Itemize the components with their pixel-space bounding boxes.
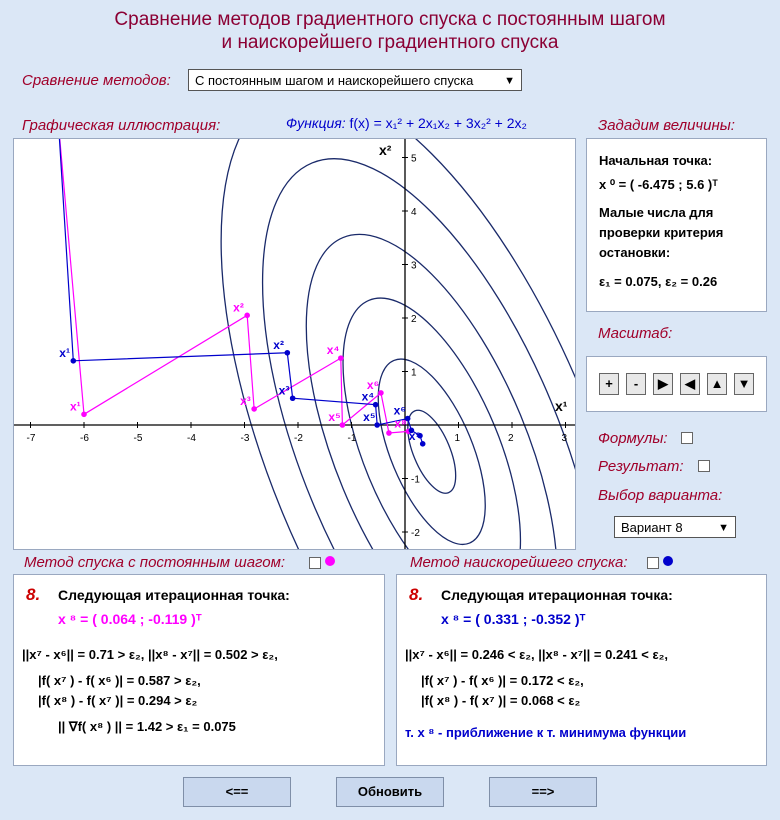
plot-area[interactable]: [13, 138, 576, 550]
func-diff-line-1: |f( x⁷ ) - f( x⁶ )| = 0.172 < ε₂,: [421, 673, 584, 688]
refresh-button[interactable]: Обновить: [336, 777, 444, 807]
contour-line: [356, 345, 507, 549]
constant-step-path-point: [386, 430, 392, 436]
small-numbers-label-1: Малые числа для: [599, 205, 714, 220]
title-line-2: и наискорейшего градиентного спуска: [221, 32, 559, 53]
pan-down-button[interactable]: ▼: [734, 373, 754, 395]
step-number: 8.: [409, 585, 424, 604]
zoom-out-button[interactable]: -: [626, 373, 646, 395]
constant-point-label: x²: [233, 300, 244, 315]
x-tick-label: -1: [347, 433, 357, 444]
method-steep-panel: [396, 574, 767, 766]
small-numbers-label-2: проверки критерия: [599, 225, 724, 240]
params-panel: [586, 138, 767, 312]
x-tick-label: -7: [26, 433, 36, 444]
result-label: Результат:: [598, 458, 684, 475]
steepest-point-label: x¹: [59, 345, 70, 360]
y-tick-label: 2: [411, 314, 417, 325]
x-tick-label: -6: [80, 433, 89, 444]
variant-label: Выбор варианта:: [598, 487, 723, 504]
steepest-descent-path-point: [290, 395, 296, 401]
steepest-descent-path-point: [71, 358, 77, 364]
plot-title: Графическая иллюстрация:: [22, 117, 221, 134]
x-tick-label: 3: [561, 433, 568, 444]
params-title: Зададим величины:: [598, 117, 735, 134]
variant-select-value: Вариант 8: [621, 520, 683, 535]
page-title: [0, 8, 780, 54]
blue-dot-icon: [663, 556, 673, 566]
compare-select[interactable]: [188, 69, 522, 91]
epsilon-values: ε₁ = 0.075, ε₂ = 0.26: [599, 274, 718, 289]
variant-select[interactable]: [614, 516, 736, 538]
func-diff-line-2: |f( x⁸ ) - f( x⁷ )| = 0.294 > ε₂: [38, 693, 198, 708]
constant-point-label: x³: [240, 393, 251, 408]
constant-step-path-point: [244, 313, 250, 319]
y-tick-label: 1: [411, 367, 417, 379]
pan-up-button[interactable]: ▲: [707, 373, 727, 395]
steepest-point-label: x⁹: [408, 428, 422, 443]
zoom-in-button[interactable]: +: [599, 373, 619, 395]
pan-left-button[interactable]: ◀: [680, 373, 700, 395]
start-point-label: Начальная точка:: [599, 153, 713, 168]
constant-step-path-point: [251, 406, 257, 412]
step-number: 8.: [26, 585, 41, 604]
next-point-value: x ⁸ = ( 0.064 ; -0.119 )ᵀ: [58, 611, 202, 627]
steepest-descent-path-point: [285, 350, 291, 356]
chevron-down-icon: ▼: [504, 75, 515, 87]
magenta-dot-icon: [325, 556, 335, 566]
contour-plot[interactable]: [14, 139, 575, 549]
function-label: Функция:: [286, 115, 346, 131]
scale-title: Масштаб:: [598, 325, 673, 342]
steepest-point-label: x²: [273, 337, 284, 352]
constant-point-label: x⁵: [328, 410, 341, 424]
norm-line: ||x⁷ - x⁶|| = 0.246 < ε₂, ||x⁸ - x⁷|| = 0.241 < ε₂,: [405, 647, 669, 662]
method-const-label: Метод спуска с постоянным шагом:: [24, 554, 286, 571]
steepest-point-label: x⁴: [361, 389, 375, 404]
prev-button[interactable]: <==: [183, 777, 291, 807]
chevron-down-icon: ▼: [718, 522, 729, 534]
method-const-panel: [13, 574, 385, 766]
next-point-heading: Следующая итерационная точка:: [58, 587, 290, 603]
next-point-heading: Следующая итерационная точка:: [441, 587, 673, 603]
norm-line: ||x⁷ - x⁶|| = 0.71 > ε₂, ||x⁸ - x⁷|| = 0.502 > ε₂,: [22, 647, 278, 662]
y-tick-label: -1: [411, 474, 420, 486]
compare-select-value: С постоянным шагом и наискорейшего спуска: [195, 73, 474, 88]
y-tick-label: 3: [411, 260, 417, 272]
gradient-norm-line: || ∇f( x⁸ ) || = 1.42 > ε₁ = 0.075: [58, 719, 236, 734]
constant-point-label: x⁴: [326, 343, 340, 358]
x-tick-label: -5: [133, 433, 143, 444]
scale-panel: [586, 356, 767, 412]
next-button[interactable]: ==>: [489, 777, 597, 807]
constant-point-label: x⁶: [366, 377, 380, 392]
next-point-value: x ⁸ = ( 0.331 ; -0.352 )ᵀ: [441, 611, 586, 627]
start-point-value: x ⁰ = ( -6.475 ; 5.6 )ᵀ: [599, 177, 718, 192]
y-axis-label: x²: [379, 142, 392, 158]
steepest-point-label: x⁵: [363, 410, 376, 424]
x-tick-label: 2: [508, 433, 514, 444]
steepest-point-label: x⁶: [393, 403, 406, 418]
steepest-point-label: x³: [278, 383, 290, 398]
minimum-approx-line: т. x ⁸ - приближение к т. минимума функции: [405, 725, 687, 740]
method-const-checkbox[interactable]: [309, 557, 321, 569]
formulas-checkbox[interactable]: [681, 432, 693, 444]
function-formula: f(x) = x₁² + 2x₁x₂ + 3x₂² + 2x₂: [349, 115, 527, 131]
compare-label: Сравнение методов:: [22, 72, 171, 89]
y-tick-label: -2: [411, 528, 420, 539]
y-tick-label: 4: [411, 207, 417, 218]
x-tick-label: -2: [294, 433, 303, 444]
x-tick-label: -4: [187, 433, 196, 444]
constant-step-path-point: [81, 412, 87, 418]
formulas-label: Формулы:: [598, 430, 668, 447]
title-line-1: Сравнение методов градиентного спуска с постоянным шагом: [114, 9, 666, 30]
result-checkbox[interactable]: [698, 460, 710, 472]
constant-point-label: x¹: [70, 399, 81, 414]
small-numbers-label-3: остановки:: [599, 245, 671, 260]
func-diff-line-2: |f( x⁸ ) - f( x⁷ )| = 0.068 < ε₂: [421, 693, 581, 708]
method-steep-label: Метод наискорейшего спуска:: [410, 554, 628, 571]
x-tick-label: 1: [454, 433, 461, 444]
constant-step-path: [59, 139, 409, 433]
x-tick-label: -3: [240, 433, 250, 444]
method-steep-checkbox[interactable]: [647, 557, 659, 569]
func-diff-line-1: |f( x⁷ ) - f( x⁶ )| = 0.587 > ε₂,: [38, 673, 201, 688]
constant-point-label: x⁸: [394, 416, 407, 431]
x-axis-label: x¹: [555, 398, 568, 414]
pan-right-button[interactable]: ▶: [653, 373, 673, 395]
y-tick-label: 5: [411, 153, 417, 165]
function-display: [286, 115, 527, 131]
